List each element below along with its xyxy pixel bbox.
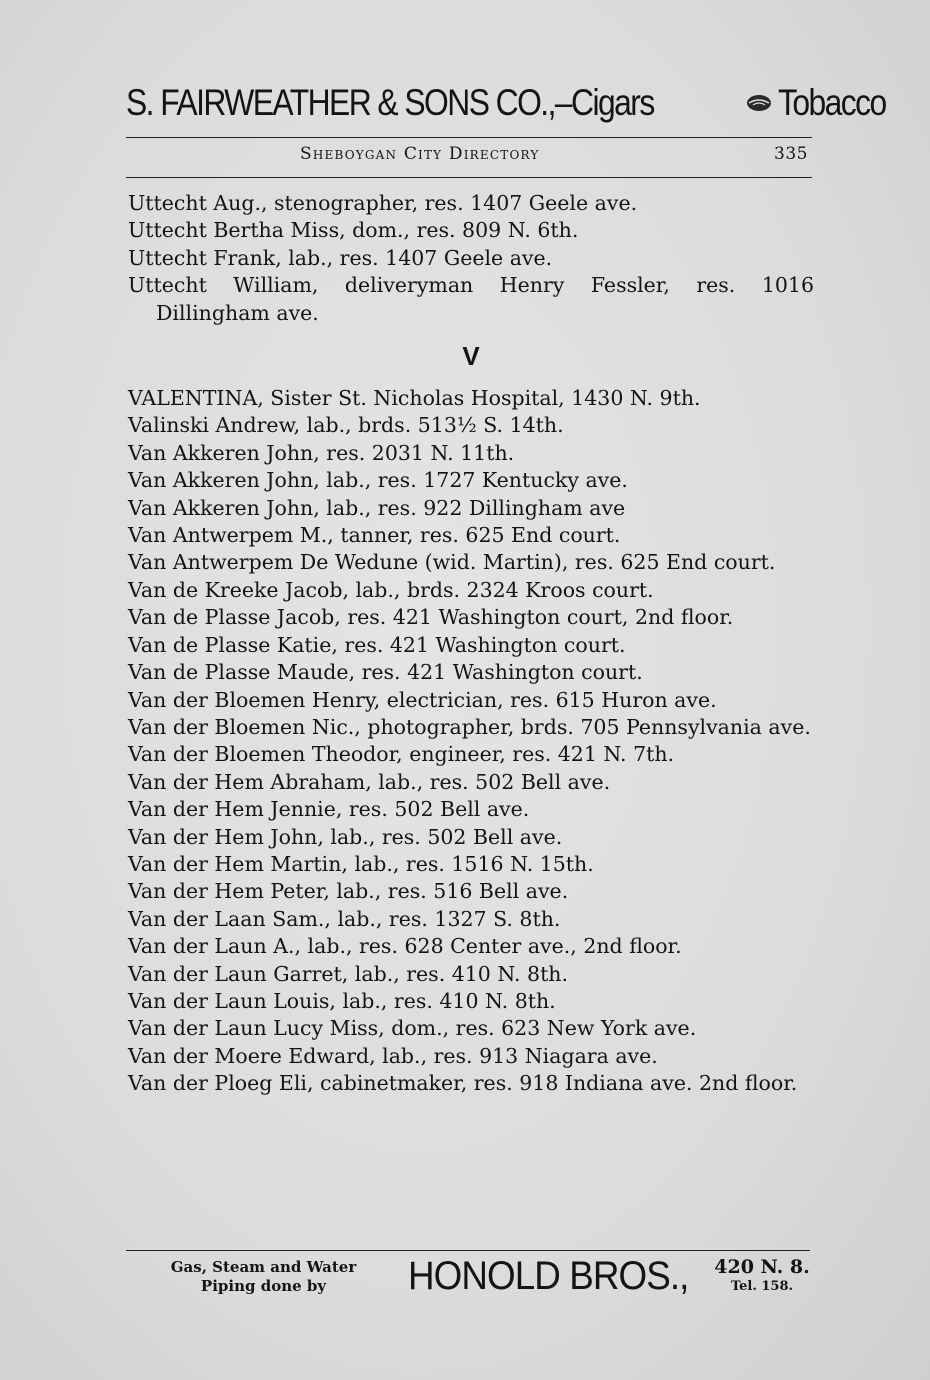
directory-entry: Van Akkeren John, res. 2031 N. 11th. — [128, 440, 515, 465]
page-number: 335 — [774, 144, 808, 164]
directory-entry: Van de Plasse Katie, res. 421 Washington court. — [128, 632, 626, 657]
directory-entry: Van der Laun Garret, lab., res. 410 N. 8th. — [128, 961, 569, 986]
footer-line-1: Gas, Steam and Water — [170, 1258, 357, 1276]
directory-entry: Valinski Andrew, lab., brds. 513½ S. 14th. — [128, 413, 564, 438]
directory-entry: Van der Hem Abraham, lab., res. 502 Bell ave. — [128, 769, 611, 794]
directory-entry: Van der Bloemen Nic., photographer, brds. 705 Pennsylvania ave. — [128, 714, 811, 739]
footer-address: 420 N. 8. — [714, 1256, 810, 1278]
footer-brand: HONOLD BROS., — [408, 1254, 689, 1298]
directory-entry: Van der Bloemen Henry, electrician, res. 615 Huron ave. — [128, 687, 717, 712]
entries-before-section — [128, 190, 814, 327]
directory-entry: Uttecht Bertha Miss, dom., res. 809 N. 6th. — [128, 218, 579, 243]
advertising-banner — [126, 82, 886, 132]
directory-entry: Van der Hem Peter, lab., res. 516 Bell ave. — [128, 879, 569, 904]
directory-entry: Van der Hem John, lab., res. 502 Bell ave. — [128, 824, 563, 849]
directory-entry: Van der Hem Jennie, res. 502 Bell ave. — [128, 797, 530, 822]
directory-entry: Van der Laan Sam., lab., res. 1327 S. 8th. — [128, 906, 561, 931]
directory-entry: Uttecht William, deliveryman Henry Fessler, res. 1016 Dillingham ave. — [128, 273, 814, 325]
banner-product: Tobacco — [777, 82, 886, 123]
directory-entry: Van der Moere Edward, lab., res. 913 Niagara ave. — [128, 1043, 658, 1068]
entries-after-section — [128, 385, 814, 1098]
footer-telephone: Tel. 158. — [730, 1279, 794, 1294]
directory-entry: VALENTINA, Sister St. Nicholas Hospital, 1430 N. 9th. — [128, 386, 701, 411]
directory-entry: Van der Bloemen Theodor, engineer, res. 421 N. 7th. — [128, 742, 675, 767]
tobacco-leaf-icon — [745, 80, 773, 100]
directory-entry: Van Antwerpem De Wedune (wid. Martin), res. 625 End court. — [128, 550, 776, 575]
directory-entry: Van de Plasse Jacob, res. 421 Washington court, 2nd floor. — [128, 605, 734, 630]
directory-entry: Van de Plasse Maude, res. 421 Washington court. — [128, 660, 643, 685]
directory-entry: Van der Laun Louis, lab., res. 410 N. 8th. — [128, 988, 556, 1013]
running-title: Sheboygan City Directory — [300, 144, 540, 164]
section-letter: V — [462, 341, 480, 372]
directory-entry: Van der Ploeg Eli, cabinetmaker, res. 918 Indiana ave. 2nd floor. — [128, 1071, 798, 1096]
directory-entry: Van Antwerpem M., tanner, res. 625 End court. — [128, 523, 621, 548]
footer-rule — [126, 1250, 810, 1251]
directory-entry: Van de Kreeke Jacob, lab., brds. 2324 Kroos court. — [128, 577, 654, 602]
directory-entry: Van der Laun Lucy Miss, dom., res. 623 New York ave. — [128, 1016, 697, 1041]
header-rule-top — [126, 137, 812, 138]
directory-entries — [128, 190, 814, 1098]
directory-entry: Uttecht Frank, lab., res. 1407 Geele ave. — [128, 245, 553, 270]
directory-entry: Van Akkeren John, lab., res. 1727 Kentucky ave. — [128, 468, 628, 493]
header-rule-bottom — [126, 177, 812, 178]
footer-line-2: Piping done by — [200, 1277, 327, 1295]
banner-company-name: S. FAIRWEATHER & SONS CO.,–Cigars — [126, 82, 654, 123]
directory-entry: Van der Hem Martin, lab., res. 1516 N. 15th. — [128, 851, 594, 876]
directory-entry: Van der Laun A., lab., res. 628 Center ave., 2nd floor. — [128, 934, 682, 959]
directory-entry: Van Akkeren John, lab., res. 922 Dillingham ave — [128, 495, 626, 520]
footer-contact — [712, 1256, 812, 1296]
footer-advert-text — [126, 1258, 401, 1296]
directory-entry: Uttecht Aug., stenographer, res. 1407 Geele ave. — [128, 191, 638, 215]
